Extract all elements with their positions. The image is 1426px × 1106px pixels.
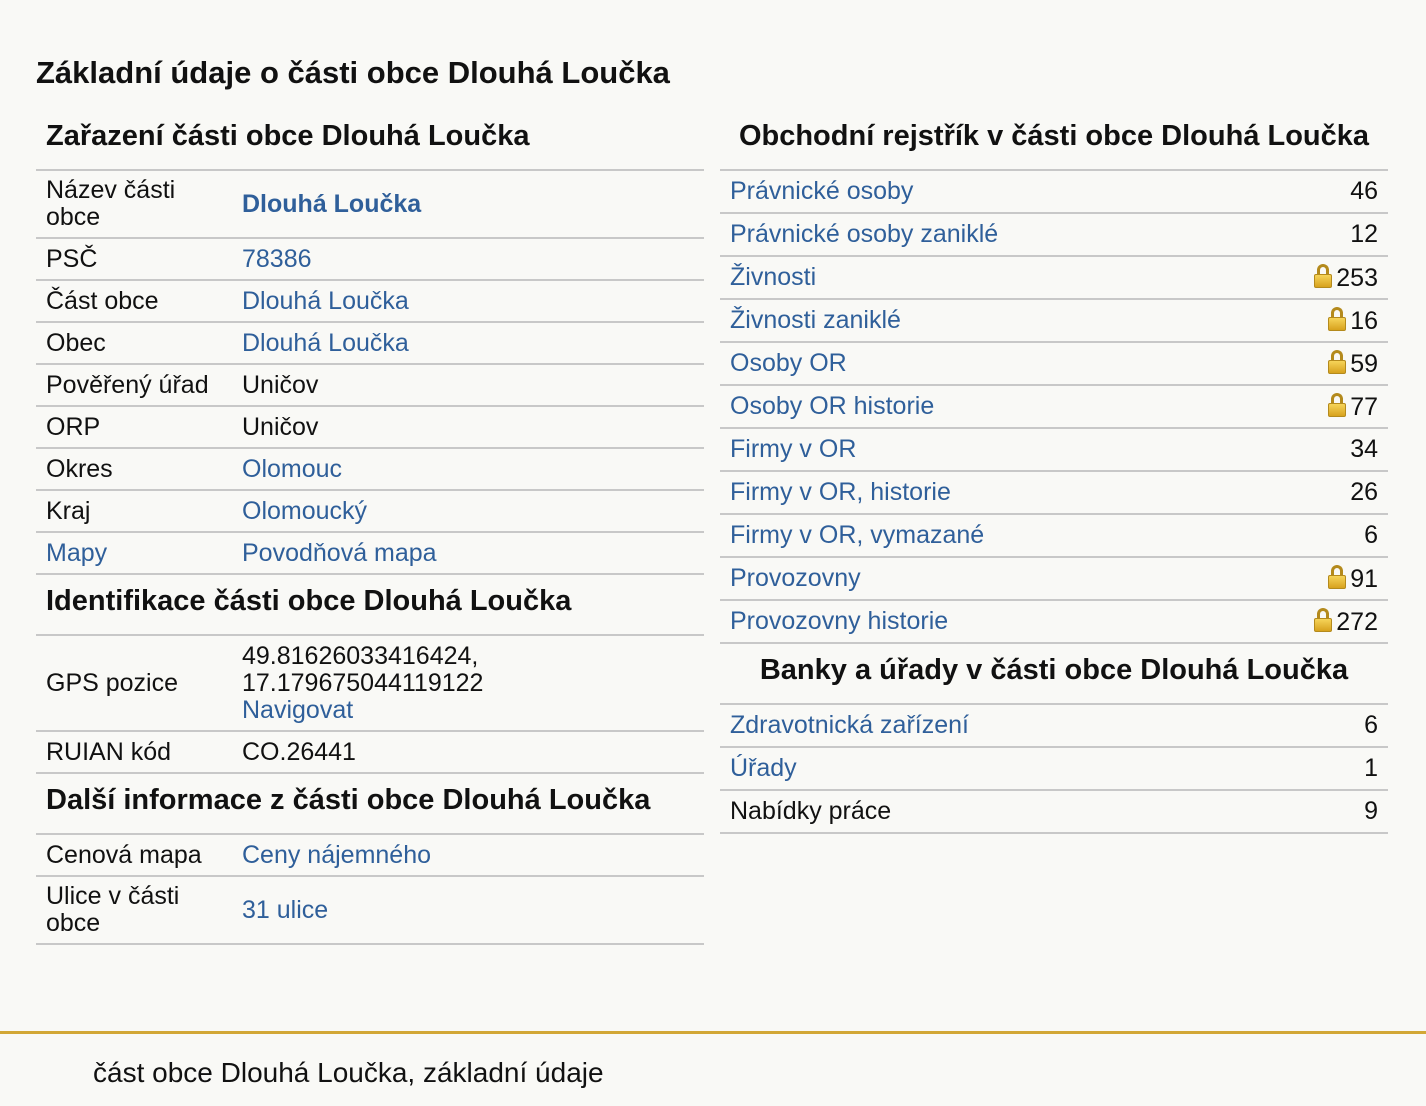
- rejstrik-link-provozovny[interactable]: Provozovny: [730, 564, 861, 592]
- kraj-link[interactable]: Olomoucký: [242, 496, 368, 525]
- identifikace-table: [36, 634, 704, 774]
- rejstrik-count: 26: [1238, 471, 1388, 514]
- table-row: [720, 557, 1388, 600]
- povodnova-mapa-link[interactable]: Povodňová mapa: [242, 538, 437, 567]
- orp-value: Uničov: [232, 406, 704, 448]
- rejstrik-count: 16: [1350, 306, 1378, 335]
- row-label-cast-obce: Část obce: [36, 280, 232, 322]
- rejstrik-count: 91: [1350, 564, 1378, 593]
- table-row: [36, 364, 704, 406]
- table-row: [720, 342, 1388, 385]
- banky-section-title: Banky a úřady v části obce Dlouhá Loučka: [759, 654, 1349, 686]
- page-title: Základní údaje o části obce Dlouhá Loučka: [36, 55, 670, 90]
- rejstrik-count: 12: [1238, 213, 1388, 256]
- rejstrik-count: 59: [1350, 349, 1378, 378]
- zarazeni-section-title: Zařazení části obce Dlouhá Loučka: [46, 120, 530, 152]
- row-label-ulice: Ulice v části obce: [36, 876, 232, 944]
- table-row: [720, 299, 1388, 342]
- table-row: [36, 238, 704, 280]
- banky-link-urady[interactable]: Úřady: [730, 754, 797, 782]
- table-row: [36, 635, 704, 731]
- navigovat-link[interactable]: Navigovat: [242, 695, 354, 724]
- identifikace-section-title: Identifikace části obce Dlouhá Loučka: [46, 585, 572, 617]
- nazev-link[interactable]: Dlouhá Loučka: [242, 189, 422, 218]
- lock-icon: [1328, 307, 1346, 331]
- row-label-nazev: Název části obce: [36, 170, 232, 238]
- zarazeni-table: [36, 169, 704, 575]
- lock-icon: [1328, 565, 1346, 589]
- gps-longitude: 17.179675044119122: [242, 668, 484, 697]
- table-row: [720, 428, 1388, 471]
- rejstrik-link-provozovny-historie[interactable]: Provozovny historie: [730, 607, 949, 635]
- rejstrik-link-pravnicke-osoby-zanikle[interactable]: Právnické osoby zaniklé: [730, 220, 999, 248]
- povereny-urad-value: Uničov: [232, 364, 704, 406]
- rejstrik-link-pravnicke-osoby[interactable]: Právnické osoby: [730, 177, 914, 205]
- ruian-value: CO.26441: [232, 731, 704, 773]
- banky-count: 9: [1311, 790, 1388, 833]
- banky-count: 1: [1311, 747, 1388, 790]
- table-row: [36, 731, 704, 773]
- rejstrik-link-zivnosti-zanikle[interactable]: Živnosti zaniklé: [730, 306, 901, 334]
- lock-icon: [1314, 264, 1332, 288]
- footer-divider: [0, 1031, 1426, 1034]
- gps-latitude: 49.81626033416424,: [242, 641, 479, 670]
- rejstrik-link-osoby-or-historie[interactable]: Osoby OR historie: [730, 392, 935, 420]
- rejstrik-count: 272: [1336, 607, 1378, 636]
- lock-icon: [1314, 608, 1332, 632]
- table-row: [720, 385, 1388, 428]
- table-row: [720, 213, 1388, 256]
- table-row: [36, 322, 704, 364]
- row-label-orp: ORP: [36, 406, 232, 448]
- table-row: [720, 704, 1388, 747]
- left-column: [36, 110, 704, 945]
- row-label-obec: Obec: [36, 322, 232, 364]
- table-row: [720, 514, 1388, 557]
- mapy-link[interactable]: Mapy: [46, 538, 108, 567]
- table-row: [36, 876, 704, 944]
- table-row: [36, 448, 704, 490]
- banky-label-nabidky-prace: Nabídky práce: [720, 790, 1311, 833]
- rejstrik-link-zivnosti[interactable]: Živnosti: [730, 263, 817, 291]
- footer-caption: část obce Dlouhá Loučka, základní údaje: [93, 1057, 604, 1088]
- rejstrik-link-firmy-v-or-vymazane[interactable]: Firmy v OR, vymazané: [730, 521, 985, 549]
- row-label-povereny-urad: Pověřený úřad: [36, 364, 232, 406]
- rejstrik-table: [720, 169, 1388, 644]
- banky-link-zdravotnicka-zarizeni[interactable]: Zdravotnická zařízení: [730, 711, 969, 739]
- obec-link[interactable]: Dlouhá Loučka: [242, 328, 409, 357]
- rejstrik-link-firmy-v-or[interactable]: Firmy v OR: [730, 435, 857, 463]
- rejstrik-count: 6: [1238, 514, 1388, 557]
- rejstrik-link-osoby-or[interactable]: Osoby OR: [730, 349, 847, 377]
- table-row: [36, 406, 704, 448]
- dalsi-table: [36, 833, 704, 945]
- table-row: [720, 600, 1388, 643]
- psc-link[interactable]: 78386: [242, 244, 312, 273]
- row-label-ruian: RUIAN kód: [36, 731, 232, 773]
- lock-icon: [1328, 350, 1346, 374]
- row-label-cenova-mapa: Cenová mapa: [36, 834, 232, 876]
- ulice-link[interactable]: 31 ulice: [242, 895, 329, 924]
- table-row: [720, 747, 1388, 790]
- rejstrik-count: 34: [1238, 428, 1388, 471]
- table-row: [36, 532, 704, 574]
- right-column: [720, 110, 1388, 834]
- row-label-gps: GPS pozice: [36, 635, 232, 731]
- okres-link[interactable]: Olomouc: [242, 454, 343, 483]
- rejstrik-count: 253: [1336, 263, 1378, 292]
- table-row: [720, 256, 1388, 299]
- table-row: [720, 170, 1388, 213]
- table-row: [36, 834, 704, 876]
- table-row: [720, 790, 1388, 833]
- rejstrik-count: 46: [1238, 170, 1388, 213]
- cast-obce-link[interactable]: Dlouhá Loučka: [242, 286, 409, 315]
- banky-count: 6: [1311, 704, 1388, 747]
- table-row: [36, 490, 704, 532]
- table-row: [720, 471, 1388, 514]
- rejstrik-section-title: Obchodní rejstřík v části obce Dlouhá Loučka: [738, 120, 1370, 152]
- ceny-najemneho-link[interactable]: Ceny nájemného: [242, 840, 432, 869]
- rejstrik-count: 77: [1350, 392, 1378, 421]
- rejstrik-link-firmy-v-or-historie[interactable]: Firmy v OR, historie: [730, 478, 951, 506]
- table-row: [36, 170, 704, 238]
- row-label-kraj: Kraj: [36, 490, 232, 532]
- table-row: [36, 280, 704, 322]
- lock-icon: [1328, 393, 1346, 417]
- banky-table: [720, 703, 1388, 834]
- row-label-psc: PSČ: [36, 238, 232, 280]
- dalsi-section-title: Další informace z části obce Dlouhá Loučka: [46, 784, 651, 816]
- row-label-okres: Okres: [36, 448, 232, 490]
